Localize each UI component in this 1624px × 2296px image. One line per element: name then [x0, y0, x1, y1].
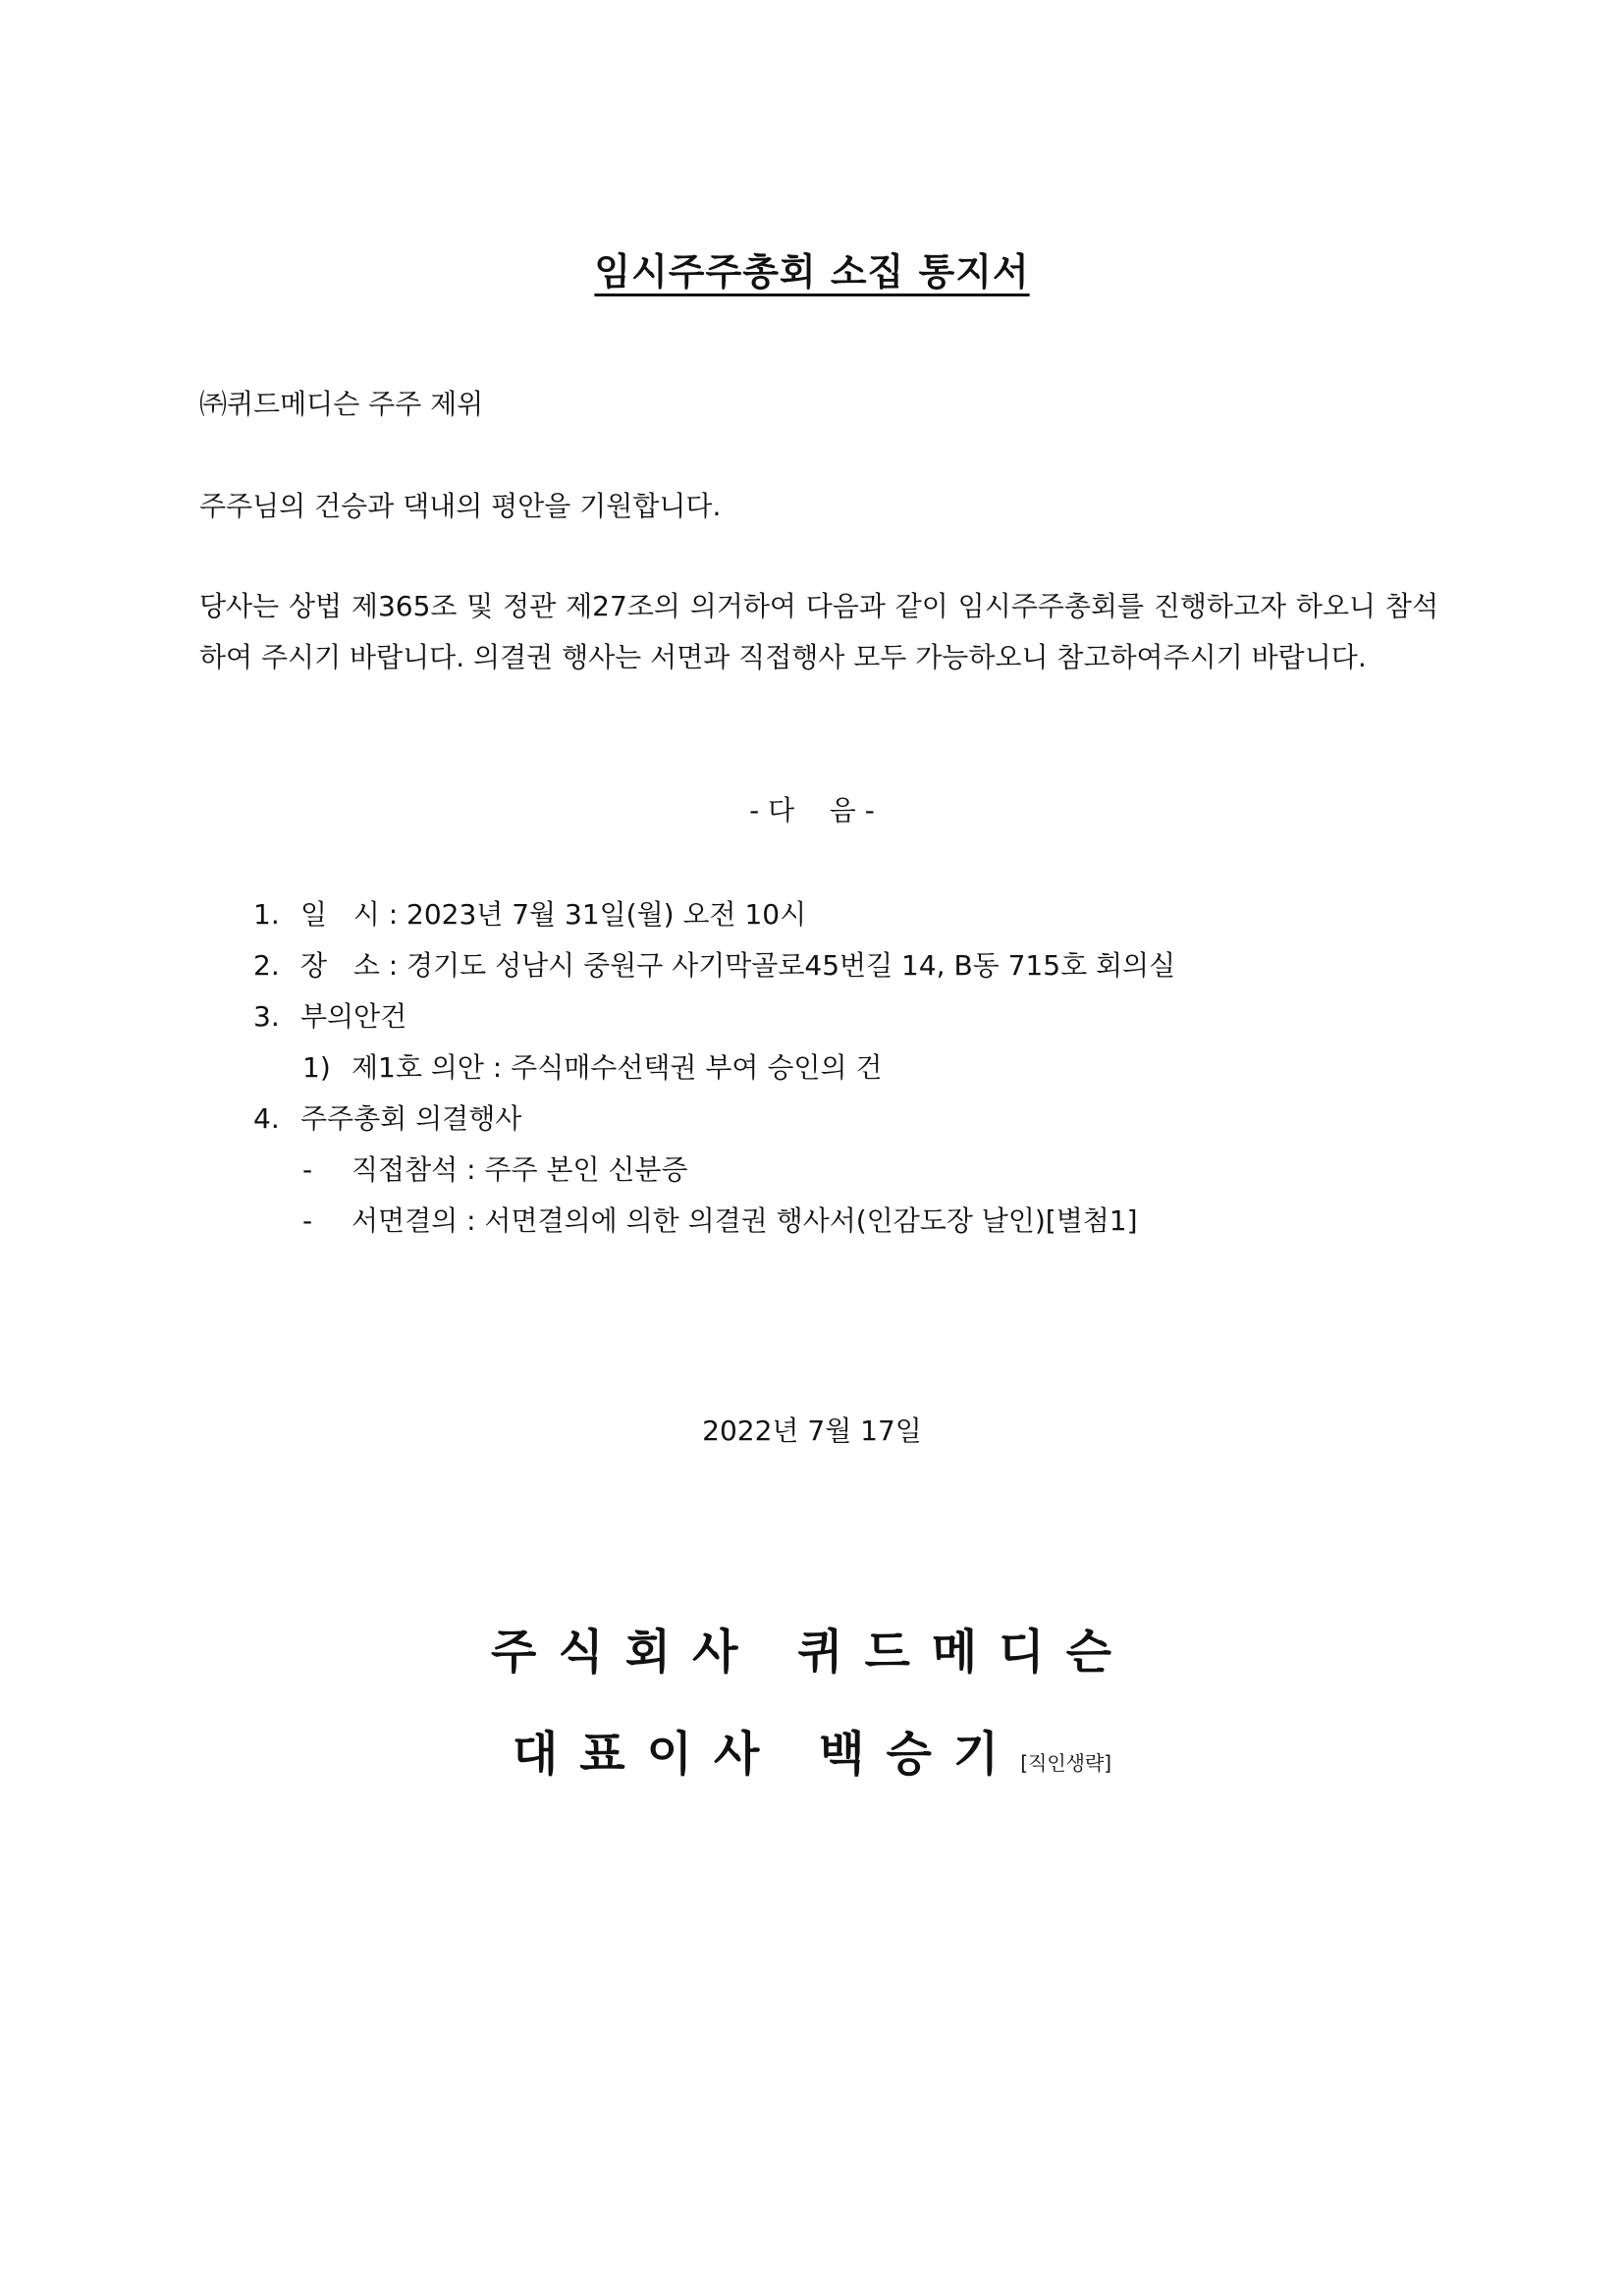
- voting-item-mark: -: [302, 1204, 313, 1237]
- list-item-date: [253, 889, 806, 940]
- section-header: - 다 음 -: [749, 794, 875, 827]
- list-item-number: 4.: [253, 1102, 280, 1135]
- agenda-item-text: 제1호 의안 : 주식매수선택권 부여 승인의 건: [352, 1051, 883, 1084]
- list-item-text: 부의안건: [300, 1000, 407, 1033]
- document-title-text: 임시주주총회 소집 통지서: [594, 250, 1030, 294]
- company-name: 주식회사 퀴드메디슨: [490, 1625, 1134, 1680]
- ceo-signature-line: [0, 1716, 1624, 1784]
- voting-item-mark: -: [302, 1153, 313, 1186]
- document-date: 2022년 7월 17일: [702, 1415, 922, 1447]
- agenda-item-number: 1): [302, 1051, 331, 1084]
- list-item-text: 주주총회 의결행사: [300, 1102, 522, 1135]
- document-title: [0, 241, 1624, 295]
- list-item-place: [253, 940, 1175, 991]
- agenda-item: [302, 1042, 882, 1094]
- list-item-number: 3.: [253, 1000, 280, 1033]
- voting-item-direct: [302, 1145, 688, 1196]
- seal-omitted-note: [직인생략]: [1020, 1751, 1112, 1775]
- list-item-number: 2.: [253, 949, 280, 982]
- list-item-agenda: [253, 991, 406, 1042]
- body-paragraph: 당사는 상법 제365조 및 정관 제27조의 의거하여 다음과 같이 임시주주총회를 진행하고자 하오니 참석하여 주시기 바랍니다. 의결권 행사는 서면과 직접행사 모두 가능하오니 참고하여주시기 바랍니다.: [199, 590, 1438, 673]
- addressee: ㈜퀴드메디슨 주주 제위: [199, 388, 484, 420]
- list-item-voting: [253, 1094, 521, 1145]
- list-item-number: 1.: [253, 898, 280, 931]
- list-item-text: 장 소 : 경기도 성남시 중원구 사기막골로45번길 14, B동 715호 회의실: [300, 949, 1176, 982]
- ceo-name: 대표이사 백승기: [512, 1727, 1021, 1782]
- voting-item-written: [302, 1196, 1138, 1247]
- list-item-text: 일 시 : 2023년 7월 31일(월) 오전 10시: [300, 898, 807, 931]
- voting-item-text: 직접참석 : 주주 본인 신분증: [352, 1153, 688, 1186]
- greeting: 주주님의 건승과 댁내의 평안을 기원합니다.: [199, 490, 722, 522]
- voting-item-text: 서면결의 : 서면결의에 의한 의결권 행사서(인감도장 날인)[별첨1]: [352, 1204, 1138, 1237]
